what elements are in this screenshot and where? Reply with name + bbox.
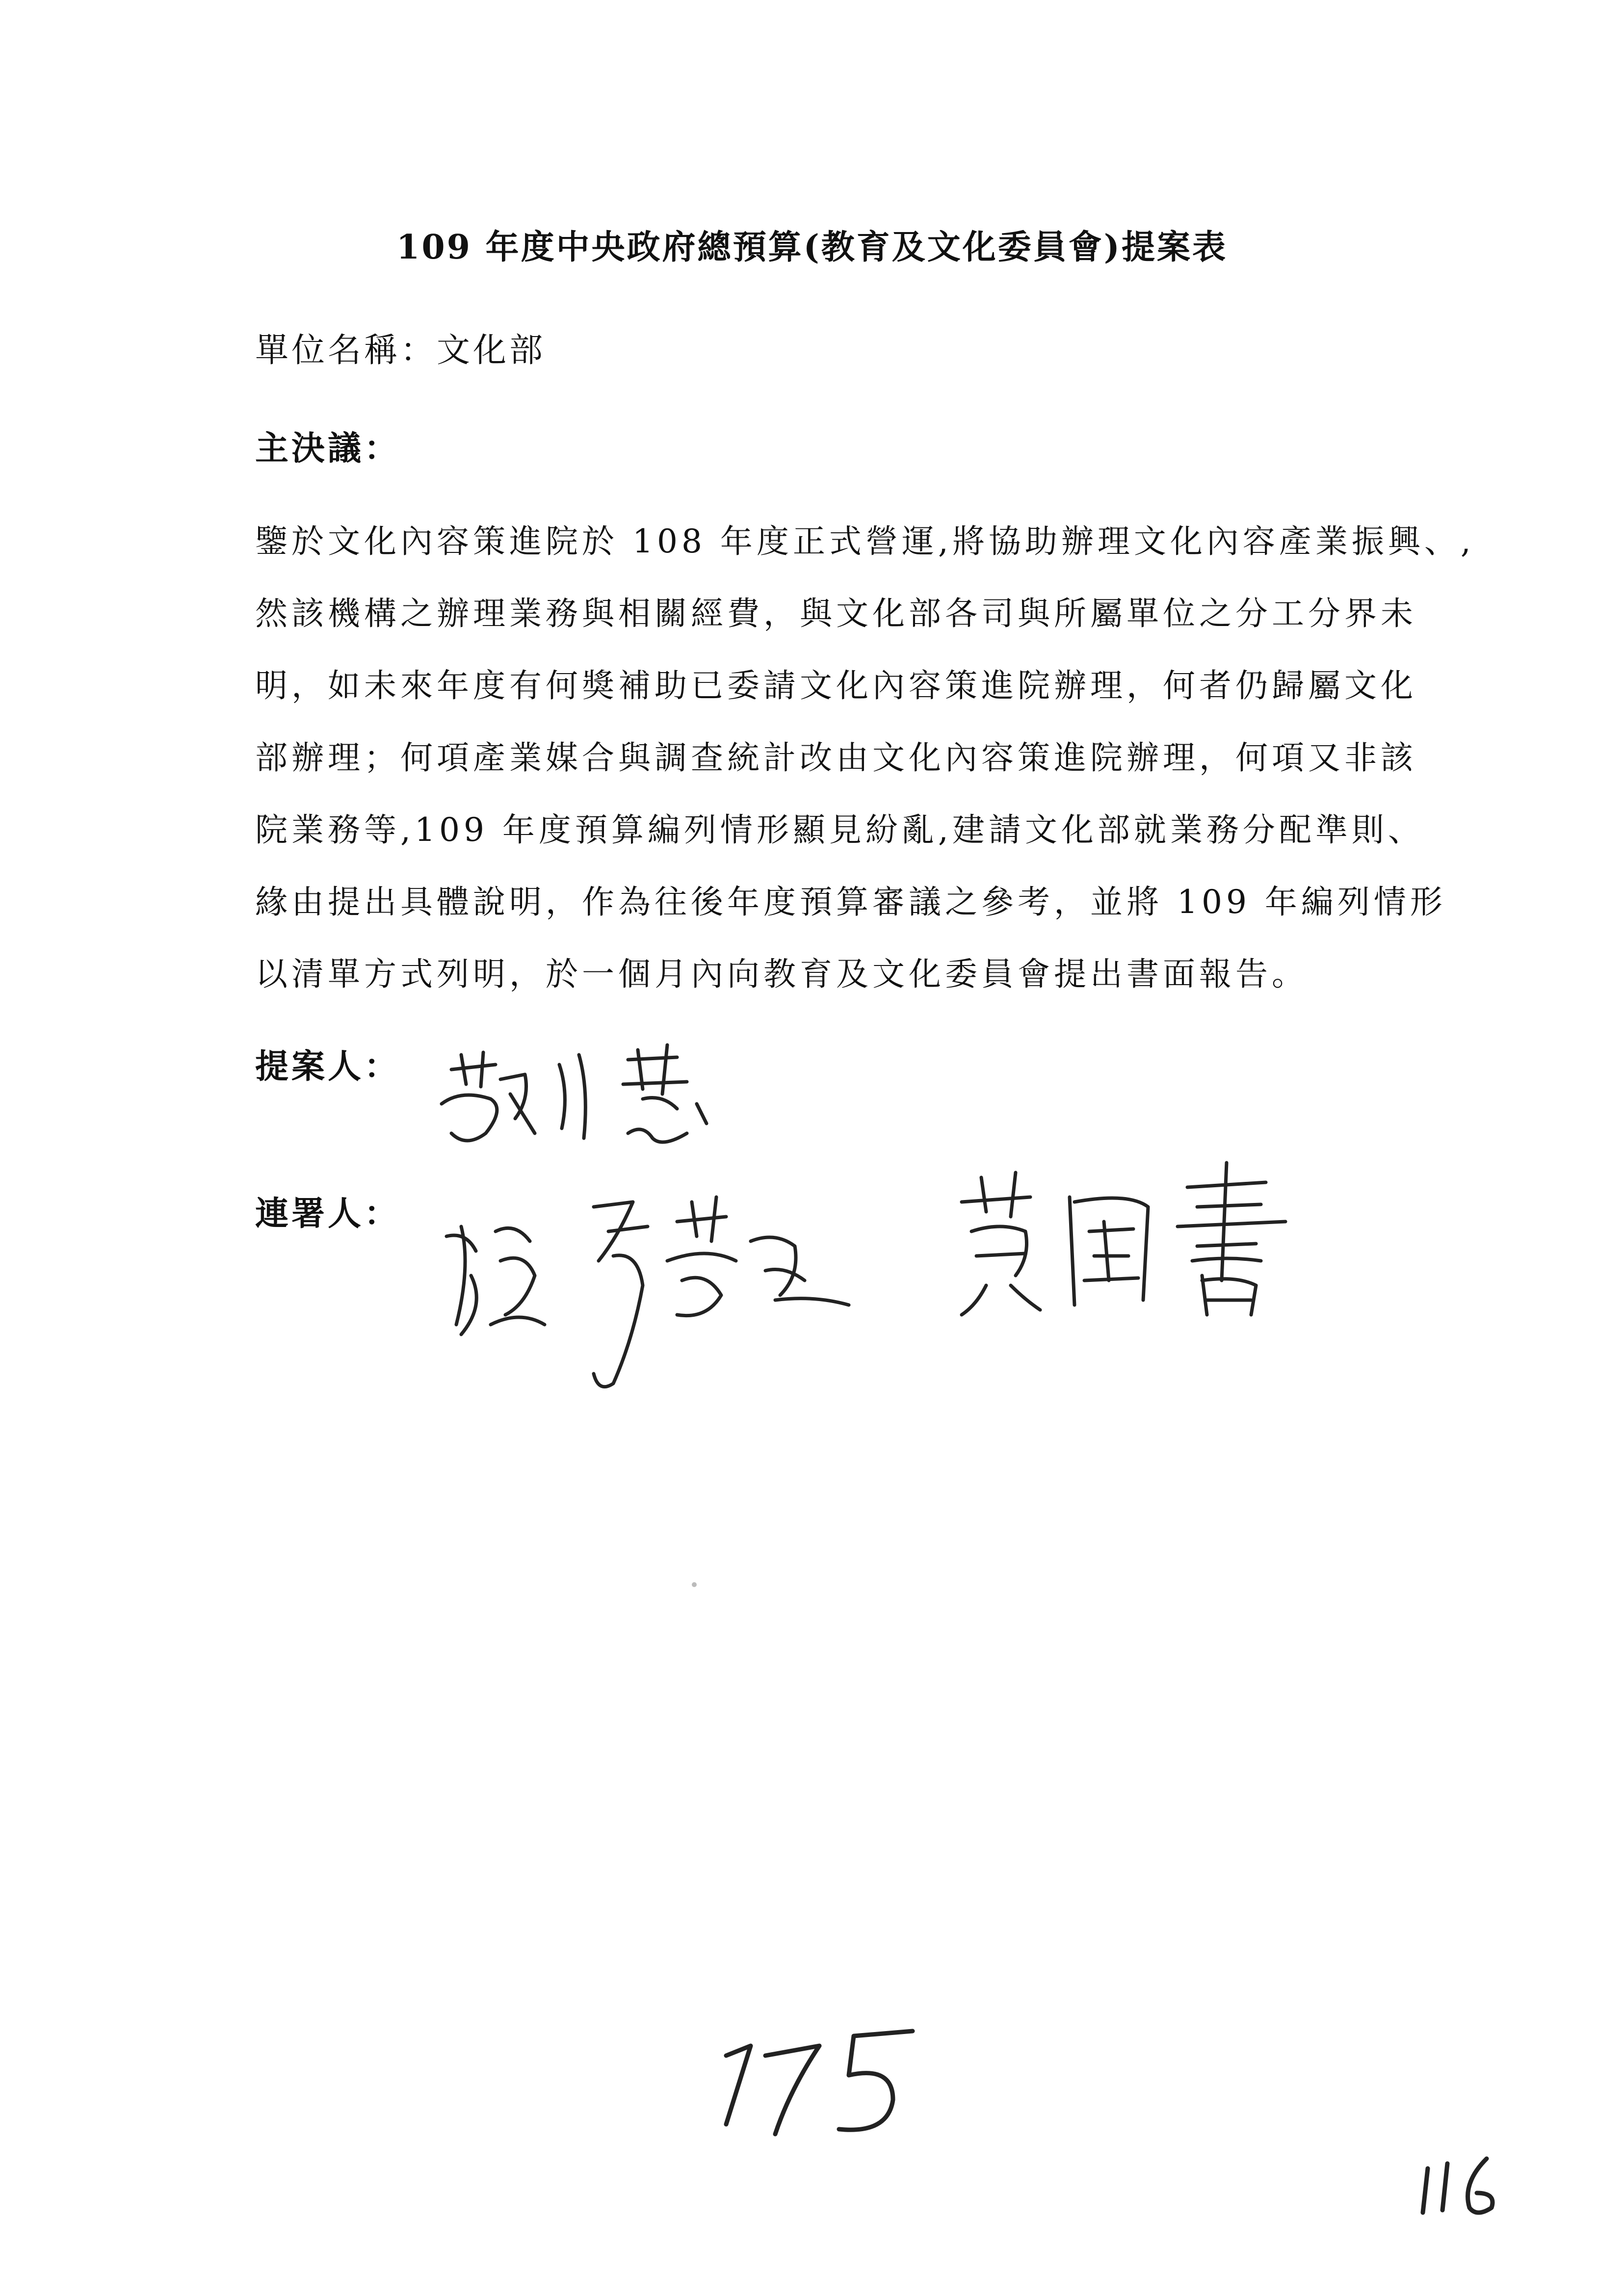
resolution-label: 主決議： [255, 429, 401, 468]
document-title: 109 年度中央政府總預算(教育及文化委員會)提案表 [396, 228, 1228, 267]
cosigner-signature-2 [942, 1158, 1315, 1325]
body-line: 部辦理；何項產業媒合與調查統計改由文化內容策進院辦理，何項又非該 [255, 739, 1417, 777]
body-line: 明，如未來年度有何獎補助已委請文化內容策進院辦理，何者仍歸屬文化 [255, 667, 1417, 704]
scan-speck [692, 1582, 697, 1587]
body-line: 鑒於文化內容策進院於 108 年度正式營運,將協助辦理文化內容產業振興、, [255, 522, 1475, 560]
body-line: 緣由提出具體說明，作為往後年度預算審議之參考，並將 109 年編列情形 [255, 883, 1446, 921]
handwritten-page-number [707, 2016, 932, 2144]
proposer-label: 提案人： [255, 1047, 401, 1086]
cosigner-signature-1 [432, 1177, 913, 1403]
body-line: 然該機構之辦理業務與相關經費，與文化部各司與所屬單位之分工分界未 [255, 595, 1417, 632]
body-line: 院業務等,109 年度預算編列情形顯見紛亂,建請文化部就業務分配準則、 [255, 811, 1424, 849]
cosigner-label: 連署人： [255, 1194, 401, 1233]
unit-name: 單位名稱：文化部 [255, 331, 546, 370]
resolution-body [255, 505, 1475, 1010]
proposer-signature [432, 1035, 746, 1163]
handwritten-corner-number [1413, 2154, 1511, 2222]
body-line: 以清單方式列明，於一個月內向教育及文化委員會提出書面報告。 [255, 955, 1308, 993]
